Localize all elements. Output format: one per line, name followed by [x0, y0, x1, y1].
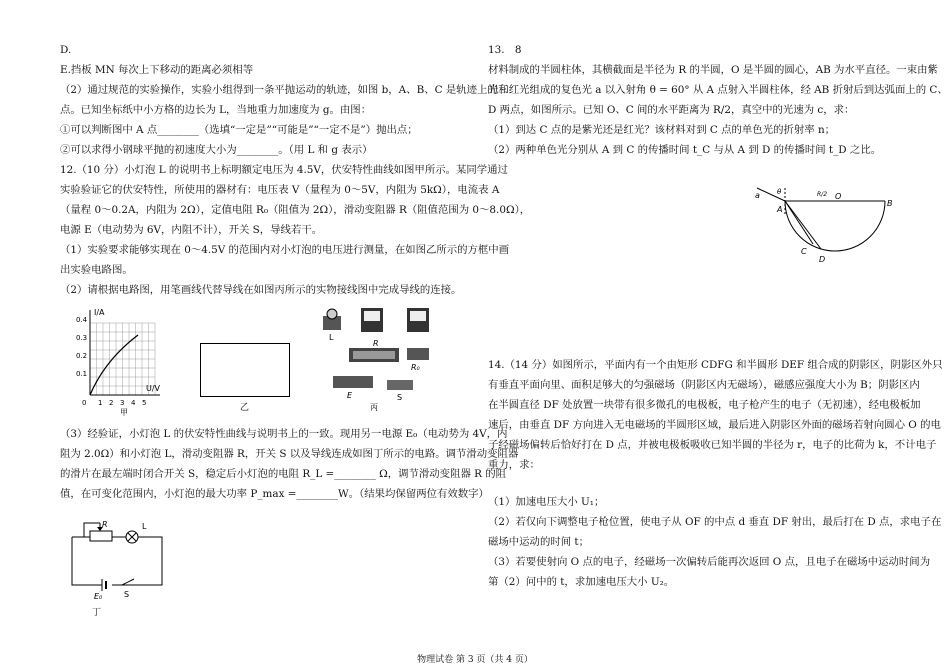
text-line: （2）两种单色光分别从 A 到 C 的传播时间 t_C 与从 A 到 D 的传播时间 t_D 之比。 [488, 144, 882, 156]
text-line: 实验验证它的伏安特性，所使用的器材有：电压表 V（量程为 0～5V，内阻为 5kΩ），电流表 A [60, 184, 500, 196]
text-line: 材料制成的半圆柱体，其横截面是半径为 R 的半圆，O 是半圆的圆心，AB 为水平直径。一束由紫 [488, 64, 938, 76]
graph-xtick: 3 [120, 399, 125, 407]
iv-graph [70, 305, 165, 417]
equip-label: L [329, 333, 334, 342]
text-line: 有垂直平面向里、面积足够大的匀强磁场（阴影区内无磁场），磁感应强度大小为 B；阴影区内 [488, 379, 920, 391]
switch-symbol [122, 579, 134, 585]
optics-label: D [819, 255, 826, 264]
equip-label: R [373, 339, 379, 348]
graph-caption: 甲 [120, 408, 128, 417]
optics-label: θ [777, 188, 782, 196]
text-line: 12.（10 分）小灯泡 L 的说明书上标明额定电压为 4.5V，伏安特性曲线如图甲所示。某同学通过 [60, 164, 508, 176]
text-line: 电源 E（电动势为 6V，内阻不计），开关 S，导线若干。 [60, 224, 323, 236]
text-line: 点。已知坐标纸中小方格的边长为 L，当地重力加速度为 g。由图： [60, 104, 372, 116]
circuit-ding [62, 515, 172, 605]
graph-xtick: 2 [109, 399, 114, 407]
optics-label: a [755, 191, 760, 200]
text-line: 阻为 2.0Ω）和小灯泡 L，滑动变阻器 R，开关 S 以及导线连成如图丁所示的电路。调节滑动变阻器 [60, 448, 519, 460]
text-line: 光和红光组成的复色光 a 以入射角 θ = 60° 从 A 点射入半圆柱体，经 AB 折射后到达弧面上的 C、 [488, 84, 948, 96]
equipment-diagram [315, 302, 435, 412]
circuit-caption: 丁 [92, 608, 102, 618]
text-line: （量程 0～0.2A，内阻为 2Ω），定值电阻 R₀（阻值为 2Ω），滑动变阻器 R（阻值范围为 0～8.0Ω）， [60, 204, 531, 216]
text-line: 速后，由垂直 DF 方向进入无电磁场的半圆形区域，最后进入阴影区外面的磁场若射向圆心 O 的电 [488, 419, 941, 431]
equip-label: R₀ [411, 363, 420, 372]
text-line: D 两点，如图所示。已知 O、C 间的水平距离为 R/2，真空中的光速为 c，求： [488, 104, 855, 116]
circuit-label: S [124, 590, 130, 599]
text-line: 出实验电路图。 [60, 264, 133, 276]
optics-label: O [835, 192, 842, 201]
page-footer: 物理试卷 第 3 页（共 4 页） [417, 655, 533, 665]
right-column-part2 [488, 355, 943, 475]
text-line: （2）通过规范的实验操作，实验小组得到一条平抛运动的轨迹，如图 b，A、B、C 是轨迹上的三 [60, 84, 509, 96]
graph-ytick: 0.3 [76, 334, 88, 342]
right-column-part3 [488, 492, 942, 592]
right-text-block [488, 40, 948, 160]
resistor-icon [407, 348, 429, 360]
equip-label: S [397, 393, 403, 402]
battery-icon [333, 376, 373, 388]
circuit-label: R [102, 520, 108, 529]
box-caption: 乙 [240, 403, 250, 413]
semicircle-arc [785, 201, 885, 251]
text-line: 14.（14 分）如图所示，平面内有一个由矩形 CDFG 和半圆形 DEF 组合成的阴影区，阴影区外只 [488, 359, 943, 371]
text-line: 在半圆直径 DF 处放置一块带有很多微孔的电极板，电子枪产生的电子（无初速），经电极板加 [488, 399, 921, 411]
circuit-label: L [142, 522, 147, 531]
graph-xtick: 5 [142, 399, 147, 407]
graph-ytick: 0.2 [76, 352, 88, 360]
text-line: ①可以判断图中 A 点________（选填“一定是”“可能是”“一定不是”）抛出点； [60, 124, 418, 136]
graph-ytick: 0.4 [76, 316, 88, 324]
optics-label: A [777, 205, 783, 214]
graph-xtick: 0 [82, 399, 87, 407]
text-line: （2）若仅向下调整电子枪位置，使电子从 OF 的中点 d 垂直 DF 射出，最后打在 D 点，求电子在 [488, 516, 942, 528]
text-line: （1）到达 C 点的是紫光还是红光？该材料对到 C 点的单色光的折射率 n； [488, 124, 836, 136]
equip-label: E [347, 391, 353, 400]
graph-ylabel: I/A [94, 308, 105, 317]
graph-xlabel: U/V [146, 384, 161, 393]
text-line: （1）加速电压大小 U₁； [488, 496, 605, 508]
right-text-block-3 [488, 492, 942, 592]
equip-caption: 丙 [370, 403, 378, 412]
text-line: 第（2）问中的 t，求加速电压大小 U₂。 [488, 576, 675, 588]
text-line: 磁场中运动的时间 t； [488, 536, 589, 548]
right-column [488, 40, 948, 160]
text-line: （1）实验要求能够实现在 0～4.5V 的范围内对小灯泡的电压进行测量，在如图乙所示的方框中画 [60, 244, 510, 256]
circuit-draw-box [200, 343, 290, 397]
text-line: E.挡板 MN 每次上下移动的距离必须相等 [60, 64, 254, 76]
text-line: ②可以求得小钢球平抛的初速度大小为________。（用 L 和 g 表示） [60, 144, 373, 156]
text-line: （3）若要使射向 O 点的电子，经磁场一次偏转后能再次返回 O 点，且电子在磁场中运动时间为 [488, 556, 931, 568]
graph-xtick: 4 [131, 399, 136, 407]
graph-xtick: 1 [98, 399, 103, 407]
text-line: 子经磁场偏转后恰好打在 D 点，并被电极板吸收已知半圆的半径为 r，电子的比荷为 k，不计电子 [488, 439, 937, 451]
text-line: D. [60, 44, 72, 56]
text-line: （3）经验证，小灯泡 L 的伏安特性曲线与说明书上的一致。现用另一电源 E₀（电动势为 4V，内 [60, 428, 508, 440]
text-line: 重力，求： [488, 459, 540, 471]
rheostat-symbol [90, 531, 112, 541]
optics-label: B [887, 199, 893, 208]
optics-diagram [755, 186, 895, 266]
text-line: 值，在可变化范围内，小灯泡的最大功率 P_max =________W。（结果均保留两位有效数字） [60, 488, 489, 500]
right-text-block-2 [488, 355, 943, 475]
ray-to-D [785, 201, 821, 249]
text-line: 13. 8 [488, 44, 522, 56]
graph-ytick: 0.1 [76, 370, 88, 378]
switch-icon [387, 380, 413, 390]
circuit-label: E₀ [94, 592, 103, 601]
optics-label: C [801, 247, 807, 256]
text-line: （2）请根据电路图，用笔画线代替导线在如图丙所示的实物接线图中完成导线的连接。 [60, 284, 462, 296]
optics-label: R/2 [817, 191, 828, 198]
text-line: 的滑片在最左端时闭合开关 S，稳定后小灯泡的电阻 R_L =________ Ω，调节滑动变阻器 R 的阻 [60, 468, 507, 480]
